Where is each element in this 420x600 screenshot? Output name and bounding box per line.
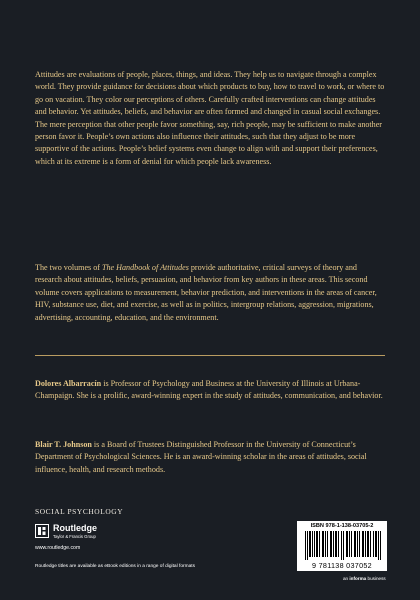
publisher-name: Routledge (53, 523, 97, 533)
blurb-paragraph-2-rest: provide authoritative, critical surveys of theory and research about attitudes, beliefs, persuasion, and behavior from key authors in these areas. This second volume covers applications to measurement, behavior prediction, and interventions in the areas of cancer, HIV, substance use, diet, and exercise, as well as in politics, intergroup relations, aggression, migrations, advertising, accounting, education, and the environment. (35, 263, 377, 322)
barcode-bars (305, 531, 381, 560)
routledge-logo-icon (35, 524, 49, 538)
informa-word: informa (349, 576, 367, 581)
ebook-note: Routledge titles are available as eBook editions in a range of digital formats (35, 564, 195, 569)
publisher-tagline: Taylor & Francis Group (53, 534, 96, 539)
author-name: Blair T. Johnson (35, 440, 92, 449)
book-title: The Handbook of Attitudes (102, 263, 189, 272)
divider-rule (35, 355, 385, 356)
blurb-paragraph-1: Attitudes are evaluations of people, places, things, and ideas. They help us to navigate through a complex world. They provide guidance for decisions about which products to buy, how to travel to work, or where to go on vacation. They color our perceptions of others. Carefully crafted interventions can change attitudes and behavior. Yet attitudes, beliefs, and behavior are often formed and changed in casual social exchanges. The mere perception that other people favor something, say, rich people, may be sufficient to make another person favor it. People’s own actions also influence their attitudes, such that they adjust to be more supportive of the actions. People’s belief systems even change to align with and support their preferences, which at its extreme is a form of denial for which people lack awareness. (35, 70, 385, 166)
author-name: Dolores Albarracín (35, 379, 102, 388)
publisher-logo (35, 523, 205, 543)
informa-suffix: business (366, 576, 386, 581)
publisher-website: www.routledge.com (35, 545, 81, 551)
isbn-label: ISBN 978-1-138-03705-2 (310, 523, 374, 529)
author-bio-text: is Professor of Psychology and Business at the University of Illinois at Urbana-Champaign. She is a prolific, award-winning expert in the study of attitudes, communication, and behavior. (35, 379, 383, 401)
subject-category: SOCIAL PSYCHOLOGY (35, 507, 124, 516)
blurb-paragraph-2-lead: The two volumes of (35, 263, 102, 272)
informa-business-note (343, 576, 386, 581)
author-bio-albarracin (35, 378, 385, 403)
isbn-barcode (297, 521, 387, 571)
blurb-paragraph-2 (35, 262, 385, 324)
informa-prefix: an (343, 576, 350, 581)
barcode-digits: 9 781138 037052 (312, 561, 372, 570)
author-bio-text: is a Board of Trustees Distinguished Professor in the University of Connecticut’s Department of Psychological Sciences. He is an award-winning scholar in the areas of attitudes, social influence, health, and research methods. (35, 440, 367, 474)
author-bio-johnson (35, 439, 385, 476)
